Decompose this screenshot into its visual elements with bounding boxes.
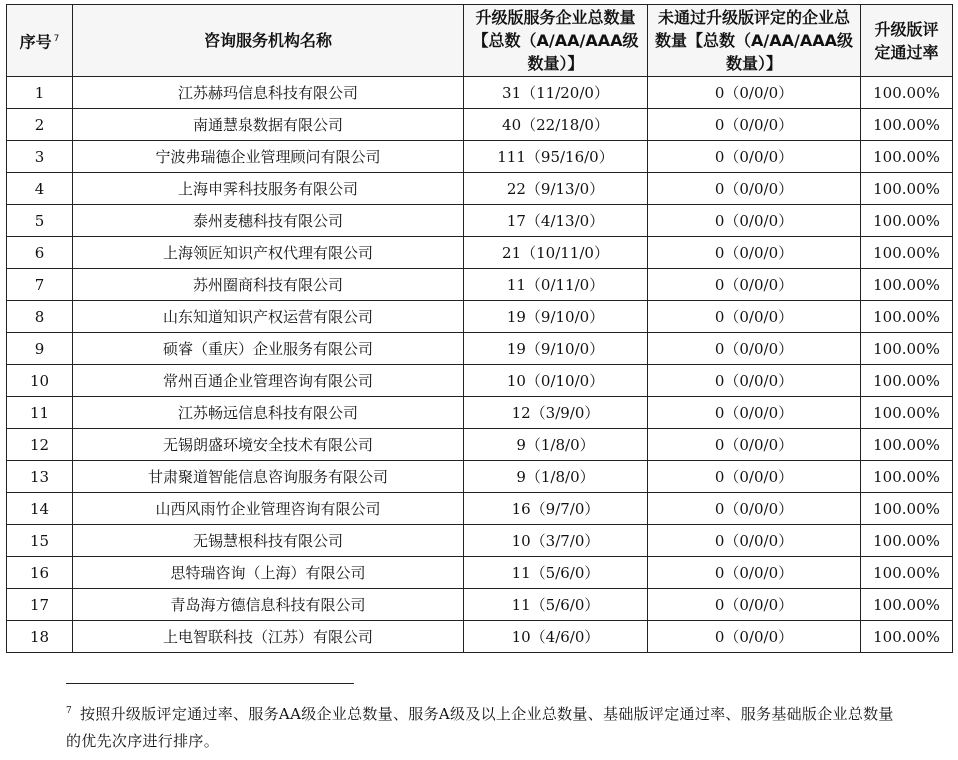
- seq-cell: 11: [7, 397, 73, 429]
- table-row: [7, 77, 953, 109]
- seq-cell: 14: [7, 493, 73, 525]
- org-name-cell: 泰州麦穗科技有限公司: [73, 205, 464, 237]
- failed-cell: 0（0/0/0）: [648, 333, 861, 365]
- failed-cell: 0（0/0/0）: [648, 397, 861, 429]
- failed-cell: 0（0/0/0）: [648, 493, 861, 525]
- pass-rate-cell: 100.00%: [861, 237, 953, 269]
- pass-rate-cell: 100.00%: [861, 365, 953, 397]
- total-upgraded-cell: 10（0/10/0）: [464, 365, 648, 397]
- table-row: [7, 141, 953, 173]
- org-name-cell: 无锡慧根科技有限公司: [73, 525, 464, 557]
- table-row: [7, 301, 953, 333]
- total-upgraded-cell: 19（9/10/0）: [464, 301, 648, 333]
- org-name-cell: 山东知道知识产权运营有限公司: [73, 301, 464, 333]
- pass-rate-cell: 100.00%: [861, 429, 953, 461]
- total-upgraded-cell: 40（22/18/0）: [464, 109, 648, 141]
- total-upgraded-cell: 11（0/11/0）: [464, 269, 648, 301]
- total-upgraded-cell: 31（11/20/0）: [464, 77, 648, 109]
- seq-cell: 7: [7, 269, 73, 301]
- seq-cell: 6: [7, 237, 73, 269]
- total-upgraded-cell: 11（5/6/0）: [464, 589, 648, 621]
- footnote-text: 按照升级版评定通过率、服务AA级企业总数量、服务A级及以上企业总数量、基础版评定通过率、服务基础版企业总数量的优先次序进行排序。: [66, 705, 894, 750]
- footnote-ref-mark: 7: [53, 33, 60, 44]
- org-name-cell: 甘肃聚道智能信息咨询服务有限公司: [73, 461, 464, 493]
- total-upgraded-cell: 16（9/7/0）: [464, 493, 648, 525]
- seq-cell: 13: [7, 461, 73, 493]
- total-upgraded-cell: 9（1/8/0）: [464, 429, 648, 461]
- table-row: [7, 269, 953, 301]
- pass-rate-cell: 100.00%: [861, 205, 953, 237]
- seq-cell: 9: [7, 333, 73, 365]
- failed-cell: 0（0/0/0）: [648, 109, 861, 141]
- failed-cell: 0（0/0/0）: [648, 429, 861, 461]
- seq-cell: 15: [7, 525, 73, 557]
- seq-cell: 17: [7, 589, 73, 621]
- org-name-cell: 硕睿（重庆）企业服务有限公司: [73, 333, 464, 365]
- total-upgraded-cell: 11（5/6/0）: [464, 557, 648, 589]
- org-name-cell: 无锡朗盛环境安全技术有限公司: [73, 429, 464, 461]
- failed-cell: 0（0/0/0）: [648, 589, 861, 621]
- failed-cell: 0（0/0/0）: [648, 269, 861, 301]
- table-row: [7, 333, 953, 365]
- failed-cell: 0（0/0/0）: [648, 365, 861, 397]
- footnote: [66, 698, 896, 755]
- table-row: [7, 525, 953, 557]
- table-row: [7, 589, 953, 621]
- failed-cell: 0（0/0/0）: [648, 557, 861, 589]
- org-name-cell: 宁波弗瑞德企业管理顾问有限公司: [73, 141, 464, 173]
- header-seq: [7, 5, 73, 77]
- header-pass-rate: 升级版评定通过率: [861, 5, 953, 77]
- total-upgraded-cell: 19（9/10/0）: [464, 333, 648, 365]
- header-seq-label: 序号: [19, 32, 52, 52]
- org-name-cell: 常州百通企业管理咨询有限公司: [73, 365, 464, 397]
- total-upgraded-cell: 10（3/7/0）: [464, 525, 648, 557]
- org-name-cell: 上海领匠知识产权代理有限公司: [73, 237, 464, 269]
- failed-cell: 0（0/0/0）: [648, 205, 861, 237]
- table-row: [7, 365, 953, 397]
- org-name-cell: 苏州圈商科技有限公司: [73, 269, 464, 301]
- table-row: [7, 461, 953, 493]
- failed-cell: 0（0/0/0）: [648, 237, 861, 269]
- pass-rate-cell: 100.00%: [861, 301, 953, 333]
- pass-rate-cell: 100.00%: [861, 77, 953, 109]
- pass-rate-cell: 100.00%: [861, 493, 953, 525]
- org-name-cell: 江苏赫玛信息科技有限公司: [73, 77, 464, 109]
- total-upgraded-cell: 17（4/13/0）: [464, 205, 648, 237]
- table-row: [7, 173, 953, 205]
- failed-cell: 0（0/0/0）: [648, 141, 861, 173]
- pass-rate-cell: 100.00%: [861, 141, 953, 173]
- table-row: [7, 429, 953, 461]
- footnote-mark: 7: [66, 706, 73, 716]
- table-row: [7, 205, 953, 237]
- table-header-row: [7, 5, 953, 77]
- table-row: [7, 557, 953, 589]
- seq-cell: 12: [7, 429, 73, 461]
- failed-cell: 0（0/0/0）: [648, 621, 861, 653]
- failed-cell: 0（0/0/0）: [648, 77, 861, 109]
- pass-rate-cell: 100.00%: [861, 589, 953, 621]
- org-name-cell: 上海申霁科技服务有限公司: [73, 173, 464, 205]
- header-total-upgraded: 升级版服务企业总数量【总数（A/AA/AAA级数量）】: [464, 5, 648, 77]
- pass-rate-cell: 100.00%: [861, 333, 953, 365]
- failed-cell: 0（0/0/0）: [648, 525, 861, 557]
- failed-cell: 0（0/0/0）: [648, 301, 861, 333]
- pass-rate-cell: 100.00%: [861, 557, 953, 589]
- org-name-cell: 南通慧泉数据有限公司: [73, 109, 464, 141]
- org-name-cell: 青岛海方德信息科技有限公司: [73, 589, 464, 621]
- total-upgraded-cell: 10（4/6/0）: [464, 621, 648, 653]
- table-row: [7, 109, 953, 141]
- seq-cell: 10: [7, 365, 73, 397]
- total-upgraded-cell: 12（3/9/0）: [464, 397, 648, 429]
- pass-rate-cell: 100.00%: [861, 461, 953, 493]
- pass-rate-cell: 100.00%: [861, 397, 953, 429]
- total-upgraded-cell: 9（1/8/0）: [464, 461, 648, 493]
- seq-cell: 5: [7, 205, 73, 237]
- failed-cell: 0（0/0/0）: [648, 461, 861, 493]
- org-name-cell: 山西风雨竹企业管理咨询有限公司: [73, 493, 464, 525]
- total-upgraded-cell: 111（95/16/0）: [464, 141, 648, 173]
- total-upgraded-cell: 22（9/13/0）: [464, 173, 648, 205]
- org-name-cell: 思特瑞咨询（上海）有限公司: [73, 557, 464, 589]
- table-row: [7, 397, 953, 429]
- header-org-name: 咨询服务机构名称: [73, 5, 464, 77]
- table-row: [7, 493, 953, 525]
- seq-cell: 4: [7, 173, 73, 205]
- org-name-cell: 江苏畅远信息科技有限公司: [73, 397, 464, 429]
- pass-rate-cell: 100.00%: [861, 173, 953, 205]
- ranking-table: [6, 4, 953, 653]
- seq-cell: 18: [7, 621, 73, 653]
- table-row: [7, 237, 953, 269]
- table-row: [7, 621, 953, 653]
- total-upgraded-cell: 21（10/11/0）: [464, 237, 648, 269]
- seq-cell: 16: [7, 557, 73, 589]
- seq-cell: 2: [7, 109, 73, 141]
- seq-cell: 8: [7, 301, 73, 333]
- header-failed: 未通过升级版评定的企业总数量【总数（A/AA/AAA级数量）】: [648, 5, 861, 77]
- seq-cell: 1: [7, 77, 73, 109]
- seq-cell: 3: [7, 141, 73, 173]
- pass-rate-cell: 100.00%: [861, 525, 953, 557]
- pass-rate-cell: 100.00%: [861, 621, 953, 653]
- pass-rate-cell: 100.00%: [861, 109, 953, 141]
- footnote-divider: [66, 683, 354, 684]
- failed-cell: 0（0/0/0）: [648, 173, 861, 205]
- pass-rate-cell: 100.00%: [861, 269, 953, 301]
- org-name-cell: 上电智联科技（江苏）有限公司: [73, 621, 464, 653]
